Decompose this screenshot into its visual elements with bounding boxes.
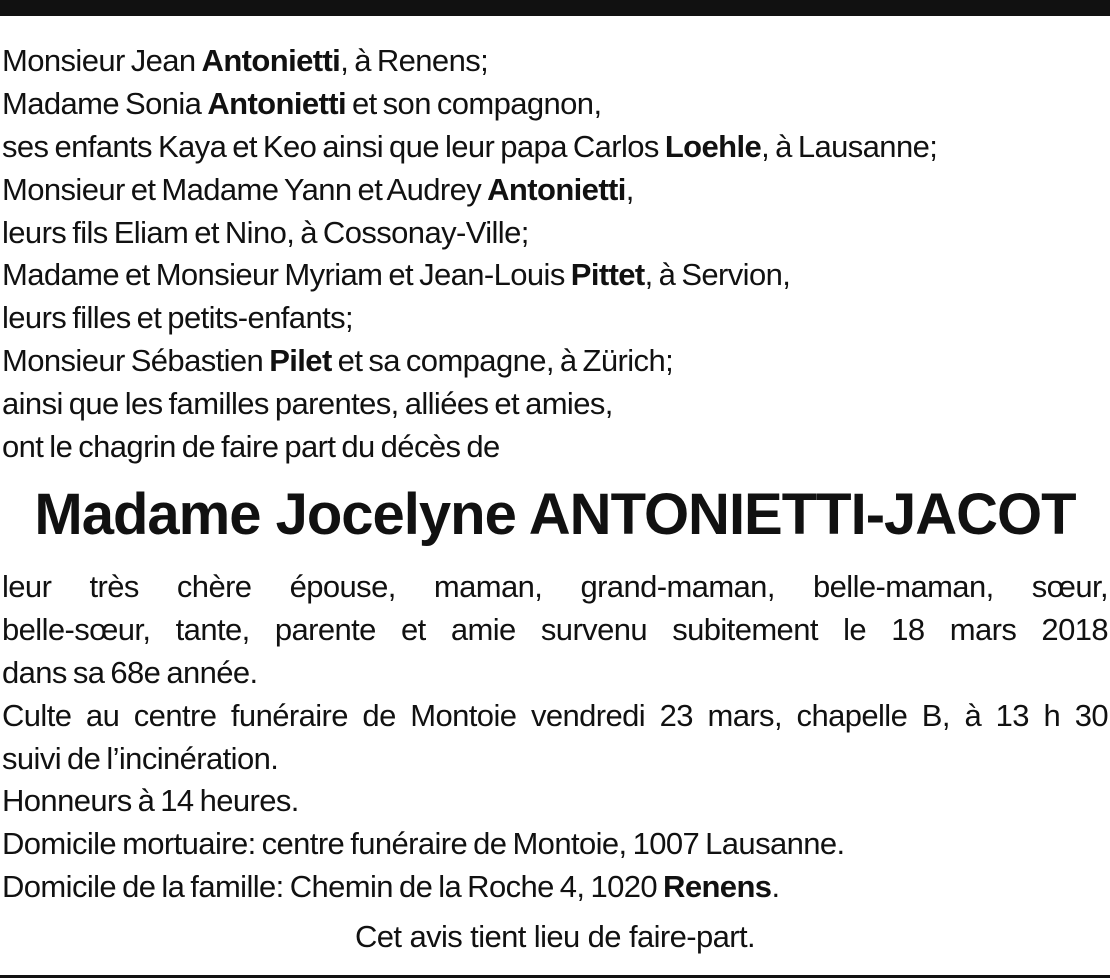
surname: Loehle — [664, 128, 762, 164]
family-line — [2, 212, 1108, 255]
body-line — [2, 738, 1108, 781]
surname: Pittet — [570, 257, 645, 293]
line-text: Domicile mortuaire: centre funéraire de Montoie, 1007 Lausanne. — [2, 826, 845, 862]
line-text: Madame et Monsieur Myriam et Jean-Louis — [2, 257, 571, 293]
line-text: Monsieur et Madame Yann et Audrey — [2, 171, 488, 207]
body-line — [2, 609, 1108, 652]
line-text: et son compagnon, — [345, 85, 602, 121]
body-line — [2, 780, 1108, 823]
line-text: Culte au centre funéraire de Montoie vendredi 23 mars, chapelle B, à 13 h 30 — [2, 697, 1108, 733]
family-line — [2, 383, 1108, 426]
bottom-rule — [0, 975, 1110, 978]
surname: Antonietti — [207, 85, 346, 121]
line-text: ses enfants Kaya et Keo ainsi que leur papa Carlos — [2, 128, 665, 164]
surname: Antonietti — [201, 43, 341, 78]
notice-body — [2, 566, 1108, 909]
deceased-name: Madame Jocelyne ANTONIETTI-JACOT — [34, 482, 1076, 547]
line-text: ont le chagrin de faire part du décès de — [2, 429, 500, 465]
line-text: , à Renens; — [340, 43, 489, 78]
line-text: , — [625, 171, 634, 207]
line-text: leur très chère épouse, maman, grand-maman, belle-maman, sœur, — [2, 569, 1108, 604]
line-text: Madame Sonia — [2, 85, 208, 121]
line-text: Monsieur Sébastien — [2, 343, 270, 379]
body-line — [2, 695, 1108, 738]
town-name: Renens — [663, 869, 772, 905]
family-line — [2, 297, 1108, 340]
line-text: . — [771, 869, 780, 905]
line-text: Domicile de la famille: Chemin de la Roche 4, 1020 — [2, 869, 664, 905]
closing-note: Cet avis tient lieu de faire-part. — [354, 919, 756, 954]
line-text: et sa compagne, à Zürich; — [331, 343, 674, 379]
line-text: Monsieur Jean — [2, 43, 202, 78]
line-text: suivi de l’incinération. — [2, 740, 279, 776]
family-line — [2, 169, 1108, 212]
line-text: dans sa 68e année. — [2, 654, 258, 690]
surname: Pilet — [269, 343, 332, 379]
line-text: , à Servion, — [644, 257, 791, 293]
family-line — [2, 340, 1108, 383]
family-line — [2, 126, 1108, 169]
line-text: ainsi que les familles parentes, alliées et amies, — [2, 386, 613, 422]
body-line — [2, 866, 1108, 909]
line-text: belle-sœur, tante, parente et amie survenu subitement le 18 mars 2018 — [2, 611, 1108, 647]
family-line — [2, 40, 1108, 83]
family-list — [2, 40, 1108, 469]
line-text: , à Lausanne; — [761, 128, 938, 164]
line-text: Honneurs à 14 heures. — [2, 783, 299, 819]
body-line — [2, 566, 1108, 609]
family-line — [2, 83, 1108, 126]
top-rule — [0, 0, 1110, 16]
body-line — [2, 652, 1108, 695]
surname: Antonietti — [487, 171, 626, 207]
line-text: leurs filles et petits-enfants; — [2, 300, 354, 336]
family-line — [2, 426, 1108, 469]
line-text: leurs fils Eliam et Nino, à Cossonay-Ville; — [2, 214, 529, 250]
family-line — [2, 254, 1108, 297]
body-line — [2, 823, 1108, 866]
